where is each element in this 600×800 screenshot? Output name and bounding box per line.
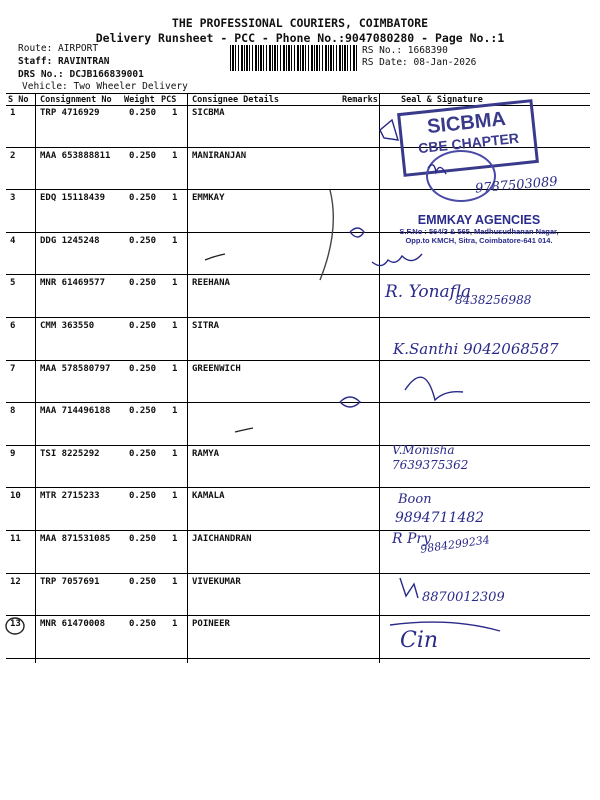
row-sno: 4 <box>10 235 16 246</box>
row-sno: 7 <box>10 363 16 374</box>
row-weight: 0.250 <box>129 406 157 417</box>
row-sno: 10 <box>10 491 21 502</box>
rs-no-field: RS No.: 1668390 <box>362 45 448 56</box>
row-consignee: SITRA <box>192 321 220 331</box>
row-weight: 0.250 <box>129 619 157 630</box>
staff-field: Staff: RAVINTRAN <box>18 56 110 67</box>
row-consignee: GREENWICH <box>192 363 241 374</box>
col-consignee: Consignee Details <box>192 95 279 105</box>
stamp-line: Opp.to KMCH, Sitra, Coimbatore-641 014. <box>405 236 553 245</box>
row-sno: 3 <box>10 193 16 204</box>
handwritten-phone: 9787503089 <box>474 174 559 197</box>
row-weight: 0.250 <box>129 321 157 331</box>
pen-stroke <box>320 190 333 280</box>
row-consignee: KAMALA <box>192 491 225 502</box>
row-weight: 0.250 <box>129 448 157 459</box>
handwritten-phone: 8870012309 <box>422 590 505 605</box>
row-consignment: MNR 61469577 <box>40 278 106 289</box>
row-weight: 0.250 <box>129 278 157 289</box>
row-consignment: MAA 653888811 <box>40 150 111 161</box>
col-consignment: Consignment No <box>40 95 112 105</box>
row-consignment: MNR 61470008 <box>40 619 106 630</box>
row-weight: 0.250 <box>129 150 157 161</box>
page-title: THE PROFESSIONAL COURIERS, COIMBATORE <box>171 16 429 30</box>
stamp-line: CBE CHAPTER <box>417 129 520 157</box>
page-subtitle: Delivery Runsheet - PCC - Phone No.:9047080280 - Page No.:1 <box>95 31 505 45</box>
row-consignment: MAA 871531085 <box>40 534 111 544</box>
handwritten-signature: Boon <box>398 492 432 507</box>
handwritten-phone: 9894711482 <box>395 510 485 526</box>
col-remarks: Remarks <box>342 95 378 105</box>
row-sno: 6 <box>10 321 16 331</box>
row-consignment: CMM 363550 <box>40 321 95 331</box>
row-sno: 2 <box>10 150 16 161</box>
stamp-line: EMMKAY AGENCIES <box>417 213 541 227</box>
vehicle-field: Vehicle: Two Wheeler Delivery <box>22 81 188 92</box>
row-consignment: MAA 714496188 <box>40 406 111 417</box>
row-pcs: 1 <box>172 278 178 289</box>
row-consignee: JAICHANDRAN <box>192 534 252 544</box>
handwritten-signature: K.Santhi 9042068587 <box>393 340 559 358</box>
row-consignment: MAA 578580797 <box>40 363 111 374</box>
handwritten-signature: V.Monisha <box>392 443 455 457</box>
row-pcs: 1 <box>172 576 178 587</box>
signature-scribble <box>340 397 360 407</box>
row-weight: 0.250 <box>129 193 157 204</box>
row-pcs: 1 <box>172 619 178 630</box>
row-weight: 0.250 <box>129 235 157 246</box>
row-pcs: 1 <box>172 108 178 118</box>
row-consignee: MANIRANJAN <box>192 150 247 161</box>
row-weight: 0.250 <box>129 363 157 374</box>
stamp-line: SICBMA <box>426 108 507 139</box>
row-sno: 9 <box>10 448 16 459</box>
row-pcs: 1 <box>172 491 178 502</box>
row-consignment: MTR 2715233 <box>40 491 100 502</box>
signature-scribble <box>405 377 463 400</box>
row-consignment: DDG 1245248 <box>40 235 100 246</box>
drs-field: DRS No.: DCJB166839001 <box>18 69 144 80</box>
row-sno: 12 <box>10 576 21 587</box>
signature-scribble <box>390 622 500 631</box>
signature-scribble <box>372 254 422 266</box>
row-sno: 5 <box>10 278 16 289</box>
row-sno: 11 <box>10 534 21 544</box>
route-field: Route: AIRPORT <box>18 43 99 54</box>
row-consignment: TRP 4716929 <box>40 108 100 118</box>
row-consignment: TRP 7057691 <box>40 576 100 587</box>
row-consignee: EMMKAY <box>192 193 225 204</box>
row-pcs: 1 <box>172 406 178 417</box>
row-consignee: VIVEKUMAR <box>192 576 241 587</box>
row-weight: 0.250 <box>129 108 157 118</box>
pen-stroke <box>235 428 253 432</box>
signature-scribble <box>400 578 418 598</box>
col-sno: S No <box>8 95 29 105</box>
row-consignee: REEHANA <box>192 278 230 289</box>
handwritten-phone: 7639375362 <box>392 458 469 472</box>
row-consignment: TSI 8225292 <box>40 448 100 459</box>
signature-scribble <box>428 165 446 174</box>
handwritten-phone: 9884299234 <box>419 533 491 556</box>
handwritten-phone: 8438256988 <box>455 293 532 307</box>
row-pcs: 1 <box>172 321 178 331</box>
row-consignee: POINEER <box>192 619 230 630</box>
row-pcs: 1 <box>172 363 178 374</box>
row-pcs: 1 <box>172 534 178 544</box>
row-sno: 8 <box>10 406 16 417</box>
col-pcs: PCS <box>161 95 177 105</box>
col-weight: Weight <box>124 95 155 105</box>
row-consignment: EDQ 15118439 <box>40 193 106 204</box>
rs-date-field: RS Date: 08-Jan-2026 <box>362 57 477 68</box>
row-pcs: 1 <box>172 193 178 204</box>
circle-mark <box>6 618 24 634</box>
pen-stroke <box>205 254 225 260</box>
col-seal: Seal & Signature <box>401 95 483 105</box>
row-weight: 0.250 <box>129 534 157 544</box>
row-consignee: SICBMA <box>192 108 225 118</box>
signature-scribble <box>380 120 398 140</box>
row-weight: 0.250 <box>129 491 157 502</box>
handwritten-signature: R. Yonafla <box>385 282 472 302</box>
row-consignee: RAMYA <box>192 448 220 459</box>
row-sno: 13 <box>10 619 21 630</box>
row-pcs: 1 <box>172 150 178 161</box>
stamp-line: S.F.No : 564/3 & 565, Madhusudhanan Nagar, <box>399 227 559 236</box>
row-weight: 0.250 <box>129 576 157 587</box>
handwritten-signature: Cin <box>400 628 439 653</box>
row-sno: 1 <box>10 108 16 118</box>
row-pcs: 1 <box>172 235 178 246</box>
signature-scribble <box>350 228 364 237</box>
handwritten-signature: R Pry <box>392 531 432 547</box>
row-pcs: 1 <box>172 448 178 459</box>
